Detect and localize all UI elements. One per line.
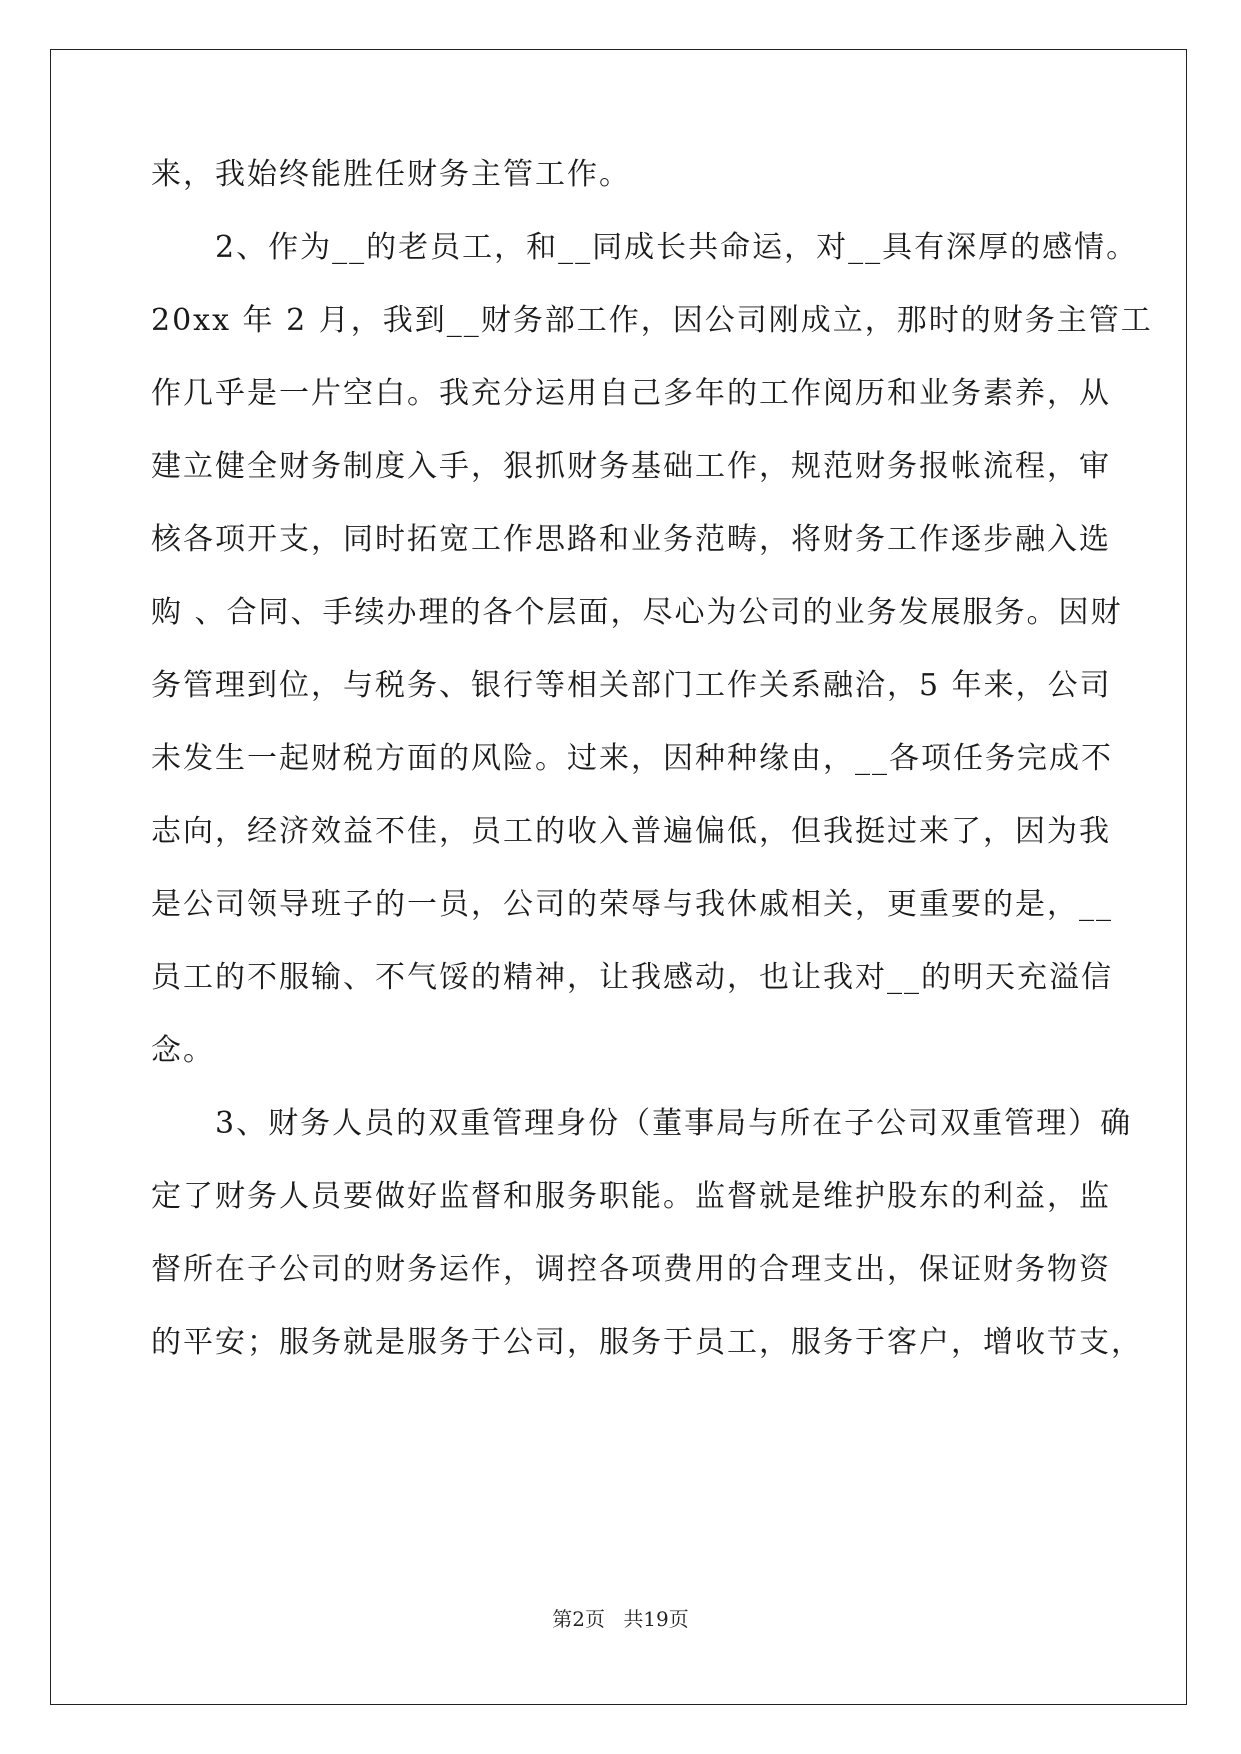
text-line: 购 、合同、手续办理的各个层面，尽心为公司的业务发展服务。因财 (151, 595, 1123, 630)
text-line: 核各项开支，同时拓宽工作思路和业务范畴，将财务工作逐步融入选 (151, 522, 1111, 557)
text-line: 的平安；服务就是服务于公司，服务于员工，服务于客户，增收节支， (151, 1325, 1143, 1360)
text-line: 务管理到位，与税务、银行等相关部门工作关系融洽，5 年来，公司 (151, 668, 1112, 703)
text-line: 念。 (151, 1033, 215, 1068)
text-line: 建立健全财务制度入手，狠抓财务基础工作，规范财务报帐流程，审 (151, 449, 1111, 484)
page-footer (0, 1606, 1241, 1632)
text-line: 20xx 年 2 月，我到__财务部工作，因公司刚成立，那时的财务主管工 (151, 303, 1153, 338)
text-line: 来，我始终能胜任财务主管工作。 (151, 157, 631, 192)
total-pages-label: 共19页 (623, 1607, 689, 1631)
text-line: 作几乎是一片空白。我充分运用自己多年的工作阅历和业务素养，从 (151, 376, 1111, 411)
text-line: 员工的不服输、不气馁的精神，让我感动，也让我对__的明天充溢信 (151, 960, 1113, 995)
text-line: 督所在子公司的财务运作，调控各项费用的合理支出，保证财务物资 (151, 1252, 1111, 1287)
text-line: 未发生一起财税方面的风险。过来，因种种缘由，__各项任务完成不 (151, 741, 1113, 776)
text-line: 定了财务人员要做好监督和服务职能。监督就是维护股东的利益，监 (151, 1179, 1111, 1214)
text-line: 3、财务人员的双重管理身份（董事局与所在子公司双重管理）确 (151, 1106, 1133, 1141)
text-line: 志向，经济效益不佳，员工的收入普遍偏低，但我挺过来了，因为我 (151, 814, 1111, 849)
text-line: 2、作为__的老员工，和__同成长共命运，对__具有深厚的感情。 (151, 230, 1139, 265)
current-page-label: 第2页 (552, 1607, 605, 1631)
page-border (50, 49, 1187, 1705)
text-line: 是公司领导班子的一员，公司的荣辱与我休戚相关，更重要的是，__ (151, 887, 1113, 922)
